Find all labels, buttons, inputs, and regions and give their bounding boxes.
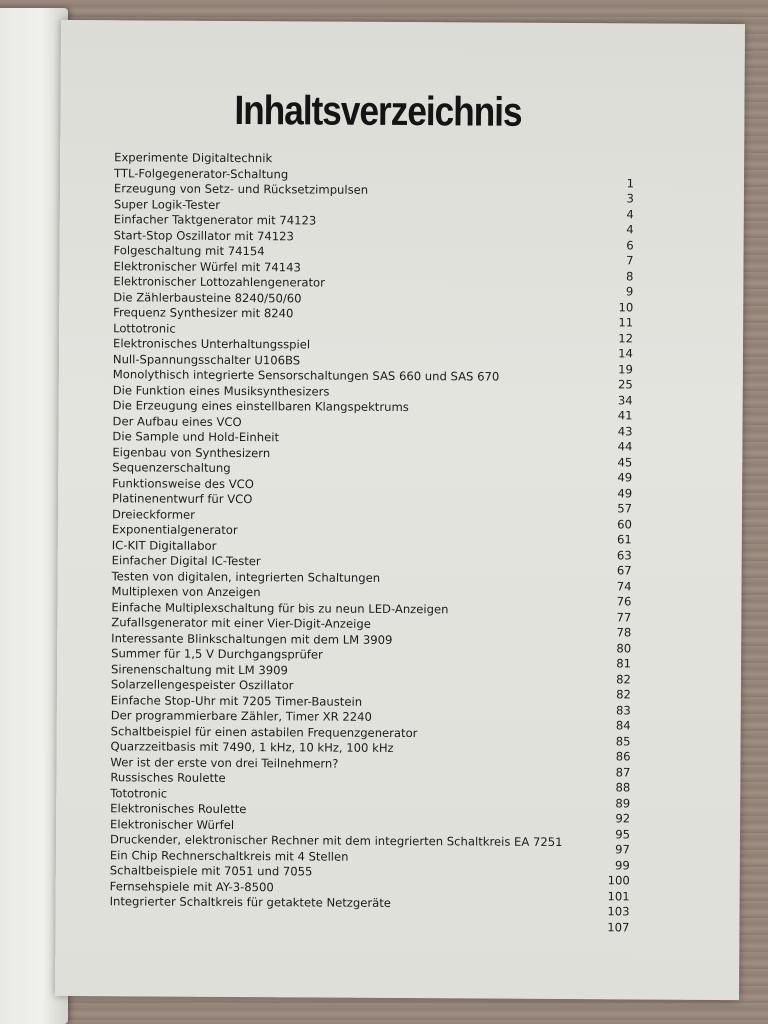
toc-entry-page: 61 [617,532,632,547]
toc-entry-page: 60 [617,516,632,531]
toc-entry-page: 86 [615,749,631,764]
toc-entry-page: 49 [617,485,633,500]
toc-entry-title: Integrierter Schaltkreis für getaktete Netzgeräte [109,894,391,910]
toc-entry-title: Elektronischer Würfel mit 74143 [113,258,301,274]
toc-entry-page: 7 [626,253,634,268]
toc-entry-page: 43 [617,423,633,438]
toc-entry-page: 100 [607,873,630,888]
toc-entry-page: 3 [626,191,634,206]
toc-entry-page: 44 [617,439,633,454]
toc-entry-page: 84 [615,718,631,733]
toc-entry-title: Elektronischer Würfel [110,816,235,832]
toc-entry-title: Die Funktion eines Musiksynthesizers [112,382,330,399]
toc-entry-page: 82 [616,671,632,686]
toc-entry-title: Funktionsweise des VCO [112,475,254,491]
toc-entry-title: Der Aufbau eines VCO [112,413,242,429]
toc-entry-title: Der programmierbare Zähler, Timer XR 2240 [110,708,372,724]
toc-entry-title: Einfache Stop-Uhr mit 7205 Timer-Baustein [110,692,363,709]
toc-entry-title: Einfache Multiplexschaltung für bis zu neun LED-Anzeigen [111,599,449,616]
toc-entry-page: 67 [616,563,632,578]
toc-entry-title: Schaltbeispiel für einen astabilen Frequenzgenerator [110,723,418,740]
toc-entry-page: 8 [626,268,634,283]
toc-entry-title: Null-Spannungsschalter U106BS [112,351,301,367]
toc-entry-page: 99 [615,857,630,872]
toc-entry-title: Einfacher Digital IC-Tester [111,553,261,569]
toc-entry-page: 12 [618,330,634,345]
toc-entry-title: TTL-Folgegenerator-Schaltung [114,165,289,181]
toc-entry-title: Eigenbau von Synthesizern [112,444,271,460]
toc-entry-page: 78 [616,625,632,640]
toc-entry-page: 74 [616,578,632,593]
toc-entry-title: Tototronic [110,785,168,801]
toc-entry-title: Frequenz Synthesizer mit 8240 [113,305,294,321]
toc-entry-page: 88 [615,780,631,795]
toc-entry-page: 63 [616,547,632,562]
toc-entry-title: Super Logik-Tester [113,196,221,212]
toc-entry-page: 76 [616,594,632,609]
toc-entry-title: Folgeschaltung mit 74154 [113,243,265,259]
toc-entry-title: Die Zählerbausteine 8240/50/60 [113,289,302,305]
toc-entry-page: 4 [626,222,634,237]
toc-entry-title: IC-KIT Digitallabor [111,537,217,553]
toc-entry-page: 34 [617,392,633,407]
toc-entry-title: Sirenenschaltung mit LM 3909 [110,661,288,677]
toc-entry-page: 77 [616,609,632,624]
toc-entry-page: 10 [618,299,634,314]
page-title: Inhaltsverzeichnis [234,86,522,135]
toc-entry-page: 9 [625,284,634,299]
toc-entry [109,910,630,934]
toc-entry-title: Testen von digitalen, integrierten Schaltungen [111,568,381,585]
toc-entry-title: Wer ist der erste von drei Teilnehmern? [110,754,339,771]
toc-entry-page: 87 [615,764,631,779]
toc-entry-page: 1 [626,175,635,190]
toc-entry-title: Sequenzerschaltung [112,460,231,475]
toc-entry-title: Start-Stop Oszillator mit 74123 [113,227,295,243]
toc-entry-title: Zufallsgenerator mit einer Vier-Digit-Anzeige [111,615,371,631]
toc-entry-page: 45 [617,454,633,469]
toc-entry-page: 83 [615,702,631,717]
toc-entry-title: Dreieckformer [111,506,195,522]
table-of-contents [109,150,635,934]
book-page [55,20,745,1000]
toc-entry-title: Experimente Digitaltechnik [114,150,273,166]
toc-entry-page: 41 [617,408,633,423]
toc-entry-title: Die Sample und Hold-Einheit [112,429,280,445]
toc-entry-page: 19 [618,361,633,376]
toc-entry-page: 89 [615,795,631,810]
toc-entry-page: 49 [617,470,633,485]
toc-entry-page: 81 [616,656,632,671]
toc-entry-title: Interessante Blinkschaltungen mit dem LM 3909 [111,630,393,647]
toc-entry-title: Ein Chip Rechnerschaltkreis mit 4 Stellen [109,847,349,864]
toc-entry-page: 82 [616,687,631,702]
toc-entry-page: 95 [615,826,631,841]
toc-entry-title: Monolythisch integrierte Sensorschaltungen SAS 660 und SAS 670 [112,367,500,384]
toc-entry-title: Fernsehspiele mit AY-3-8500 [109,878,274,894]
toc-entry-title: Quarzzeitbasis mit 7490, 1 kHz, 10 kHz, 100 kHz [110,739,394,755]
toc-entry-title: Summer für 1,5 V Durchgangsprüfer [111,646,323,662]
toc-entry-title: Die Erzeugung eines einstellbaren Klangspektrums [112,398,409,415]
toc-entry-page: 103 [607,904,630,919]
toc-entry-page: 107 [607,919,630,934]
toc-entry-title: Lottotronic [113,320,176,336]
toc-entry-title: Elektronisches Roulette [110,801,247,817]
toc-entry-title: Elektronischer Lottozahlengenerator [113,274,325,290]
toc-entry-page: 14 [618,346,634,361]
toc-entry-title: Solarzellengespeister Oszillator [110,677,294,693]
toc-entry-title: Druckender, elektronischer Rechner mit dem integrierten Schaltkreis EA 7251 [109,832,563,849]
toc-entry-page: 25 [617,377,633,392]
toc-entry-page: 11 [618,315,634,330]
toc-entry-page: 6 [626,237,634,252]
toc-entry-title: Elektronisches Unterhaltungsspiel [112,336,311,352]
toc-entry-page: 80 [616,640,632,655]
toc-entry-title: Platinenentwurf für VCO [112,491,253,507]
toc-entry-title: Schaltbeispiele mit 7051 und 7055 [109,863,313,879]
toc-entry-page: 57 [617,501,633,516]
toc-entry-title: Russisches Roulette [110,770,226,785]
toc-entry-title: Multiplexen von Anzeigen [111,584,261,600]
toc-entry-page: 97 [615,842,630,857]
toc-entry-page: 101 [607,888,630,903]
toc-entry-page: 4 [626,206,634,221]
toc-entry-title: Exponentialgenerator [111,522,238,538]
toc-entry-title: Erzeugung von Setz- und Rücksetzimpulsen [113,181,369,197]
toc-entry-page: 85 [615,733,631,748]
toc-entry-page: 92 [615,811,631,826]
toc-entry-title: Einfacher Taktgenerator mit 74123 [113,212,317,228]
